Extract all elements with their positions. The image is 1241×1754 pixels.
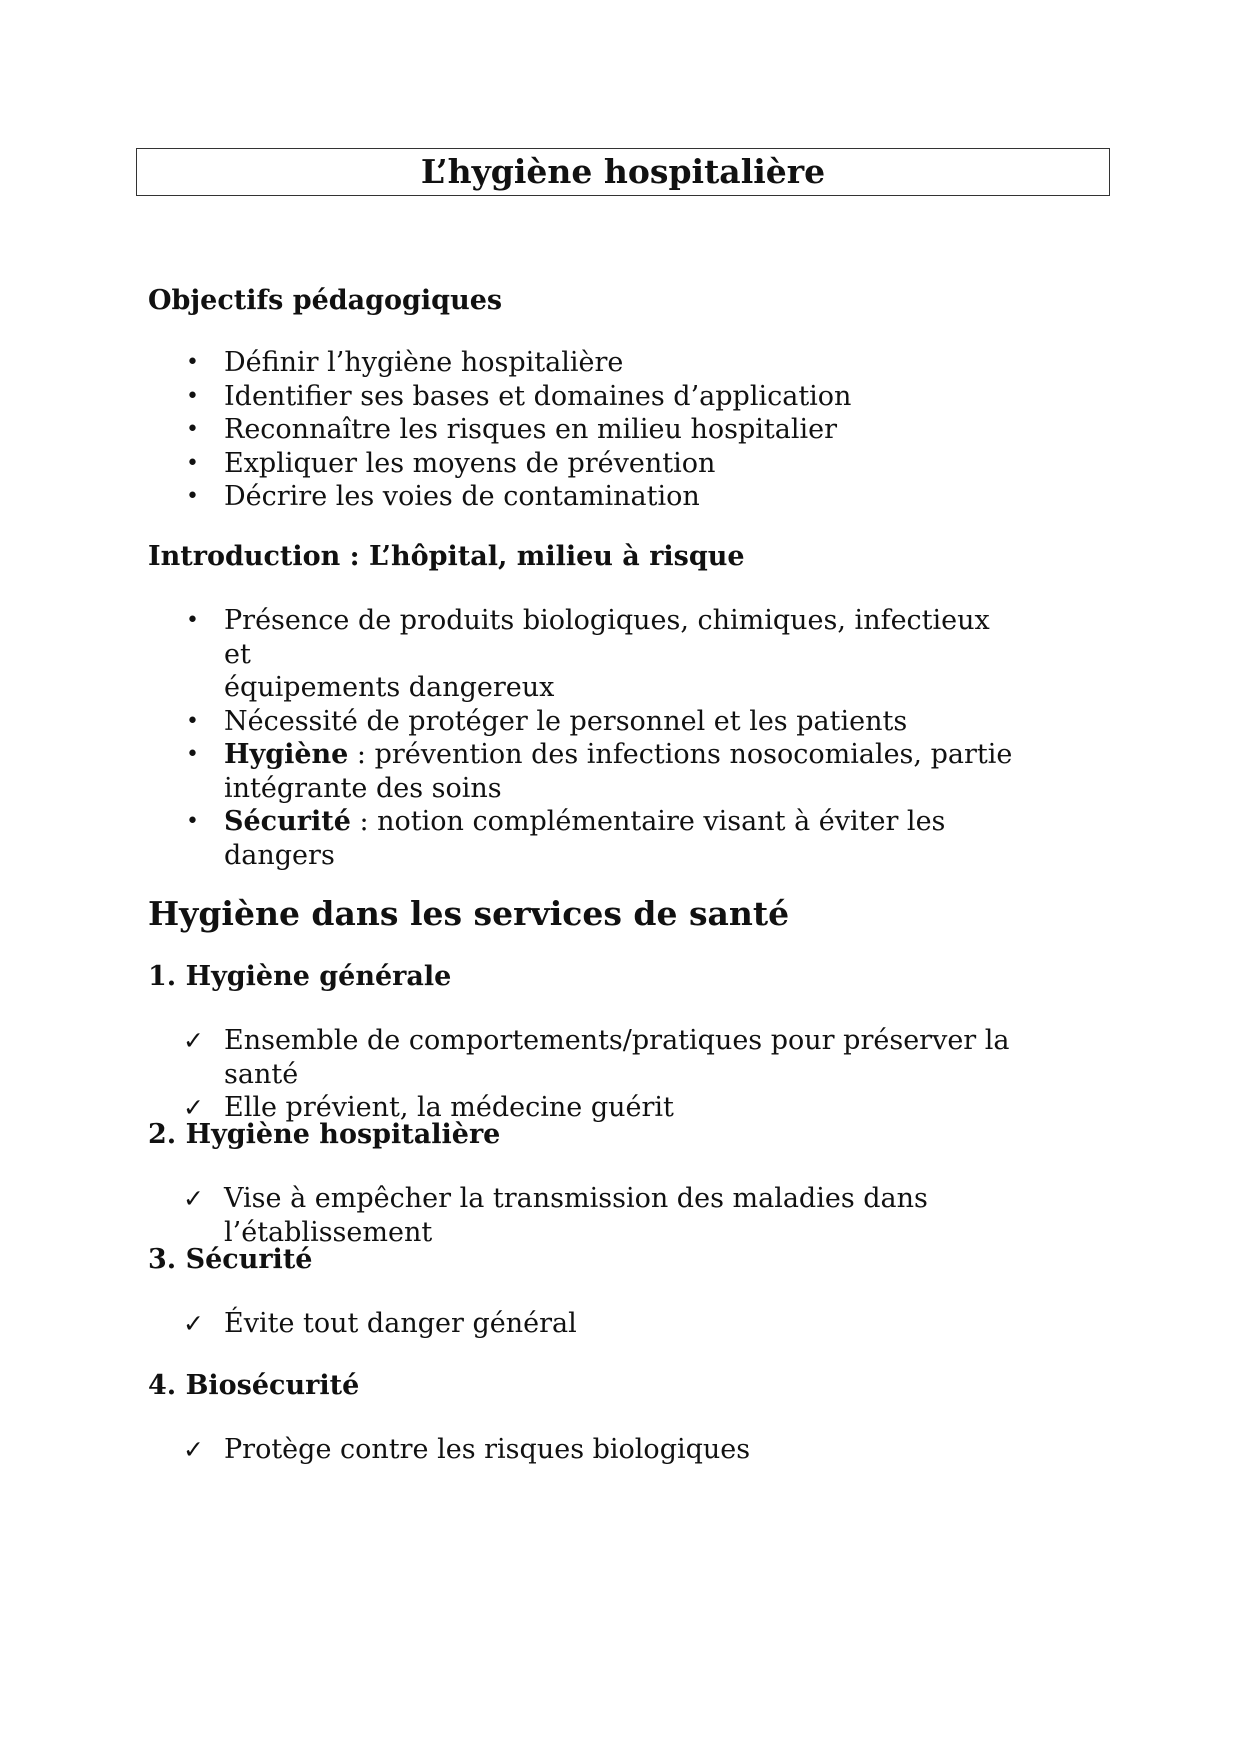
list-item: • Définir l’hygiène hospitalière <box>186 347 624 378</box>
subsection-list <box>0 1182 1024 1249</box>
checkmark-icon: ✓ <box>183 1435 204 1464</box>
subsection-heading: 1. Hygiène générale <box>148 961 452 992</box>
bullet-icon: • <box>186 450 199 476</box>
subsection-heading: 3. Sécurité <box>148 1244 313 1275</box>
list-item: • Nécessité de protéger le personnel et les patients <box>186 705 908 737</box>
list-item: • Décrire les voies de contamination <box>186 481 700 512</box>
bullet-icon: • <box>186 484 199 509</box>
checkmark-icon: ✓ <box>183 1093 204 1122</box>
list-item: • Expliquer les moyens de prévention <box>186 447 716 479</box>
title-box <box>136 148 1110 196</box>
list-item: ✓ Ensemble de comportements/pratiques pour préserver la santé <box>183 1025 1010 1090</box>
list-item: • Identifier ses bases et domaines d’application <box>186 380 852 412</box>
list-item: • Sécurité : notion complémentaire visant à éviter les dangers <box>186 806 946 871</box>
subsection-list <box>0 1307 1024 1341</box>
list-item: • Reconnaître les risques en milieu hospitalier <box>186 414 837 445</box>
list-item: • Présence de produits biologiques, chimiques, infectieux et équipements dangereux <box>186 605 990 703</box>
list-item: ✓ Elle prévient, la médecine guérit <box>183 1092 674 1123</box>
bullet-icon: • <box>186 417 199 442</box>
checkmark-icon: ✓ <box>183 1184 204 1213</box>
subsection-heading: 4. Biosécurité <box>148 1370 360 1401</box>
bullet-icon: • <box>186 608 199 633</box>
introduction-heading: Introduction : L’hôpital, milieu à risque <box>148 541 745 572</box>
checkmark-icon: ✓ <box>183 1309 204 1338</box>
bullet-icon: • <box>186 383 199 409</box>
bullet-icon: • <box>186 742 199 767</box>
list-item: ✓ Vise à empêcher la transmission des maladies dans l’établissement <box>183 1183 928 1248</box>
objectives-list <box>0 346 1024 514</box>
section-heading: Hygiène dans les services de santé <box>148 894 790 933</box>
page-title: L’hygiène hospitalière <box>420 152 826 191</box>
subsection-list <box>0 1024 1024 1125</box>
checkmark-icon: ✓ <box>183 1026 204 1055</box>
bullet-icon: • <box>186 809 199 834</box>
list-item: ✓ Protège contre les risques biologiques <box>183 1434 751 1465</box>
bullet-icon: • <box>186 350 199 375</box>
introduction-list <box>0 604 1024 872</box>
list-item: ✓ Évite tout danger général <box>183 1308 577 1339</box>
subsection-list <box>0 1433 1024 1467</box>
subsection-heading: 2. Hygiène hospitalière <box>148 1119 501 1150</box>
objectives-heading: Objectifs pédagogiques <box>148 285 503 316</box>
bullet-icon: • <box>186 708 199 734</box>
list-item: • Hygiène : prévention des infections nosocomiales, partie intégrante des soins <box>186 739 1013 804</box>
